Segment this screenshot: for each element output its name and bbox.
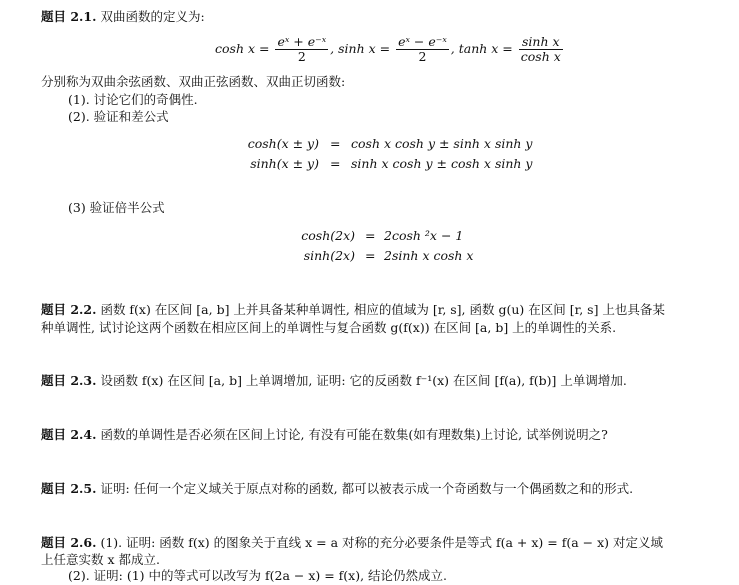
problem-label: 题目 2.5. [41,481,97,496]
problem-text: 函数的单调性是否必须在区间上讨论, 有没有可能在数集(如有理数集)上讨论, 试举例说明之? [100,427,608,442]
problem-2-6-line-1 [41,534,663,552]
problem-2-6-line-2: 上任意实数 x 都成立. [41,552,160,567]
problem-label: 题目 2.2. [41,302,97,317]
item-3-text: (3) 验证倍半公式 [68,200,165,215]
formula-lhs: cosh(x ± y) [247,136,319,151]
problem-label: 题目 2.6. [41,535,97,550]
problem-2-6-line-3: (2). 证明: (1) 中的等式可以改写为 f(2a − x) = f(x), 结论仍然成立. [68,568,448,583]
problem-2-3 [41,372,627,390]
problem-text: 函数 f(x) 在区间 [a, b] 上并具备某种单调性, 相应的值域为 [r, s], 函数 g(u) 在区间 [r, s] 上也具备某 [100,302,665,317]
sinh-def-denominator: 2 [418,49,427,64]
problem-2-5 [41,480,633,498]
problem-2-1-heading [41,8,205,26]
problem-label: 题目 2.3. [41,373,97,388]
formula-equals: = [365,248,376,263]
problem-2-2-line-1 [41,301,665,319]
problem-label: 题目 2.4. [41,427,97,442]
sinh-def-numerator: eˣ − e⁻ˣ [398,34,447,49]
tanh-def-numerator: sinh x [519,35,563,50]
problem-text: 设函数 f(x) 在区间 [a, b] 上单调增加, 证明: 它的反函数 f⁻¹(x) 在区间 [f(a), f(b)] 上单调增加. [100,373,627,388]
hyperbolic-definitions [215,32,565,66]
item-2-text: (2). 验证和差公式 [68,109,169,124]
problem-2-4 [41,426,608,444]
formula-equals: = [330,136,341,151]
tanh-def-fraction [519,35,563,64]
formula-rhs: 2cosh ²x − 1 [384,228,464,243]
formula-equals: = [330,156,341,171]
formula-lhs: cosh(2x) [301,228,355,243]
cosh-def-fraction [275,35,328,64]
cosh-def-lhs: cosh x = [215,41,270,56]
problem-2-2-line-2: 种单调性, 试讨论这两个函数在相应区间上的单调性与复合函数 g(f(x)) 在区间 [a, b] 上的单调性的关系. [41,320,617,335]
cosh-def-denominator: 2 [297,49,306,64]
tanh-def-denominator: cosh x [520,49,561,64]
problem-label: 题目 2.1. [41,9,97,24]
formula-rhs: sinh x cosh y ± cosh x sinh y [351,156,533,171]
formula-rhs: cosh x cosh y ± sinh x sinh y [351,136,533,151]
sinh-def-fraction [396,35,449,64]
sinh-def-lhs: , sinh x = [330,41,391,56]
cosh-def-numerator: eˣ + e⁻ˣ [277,34,327,49]
formula-lhs: sinh(2x) [303,248,355,263]
formula-equals: = [365,228,376,243]
tanh-def-lhs: , tanh x = [450,41,513,56]
formula-lhs: sinh(x ± y) [250,156,319,171]
problem-text: (1). 证明: 函数 f(x) 的图象关于直线 x = a 对称的充分必要条件是等式 f(a + x) = f(a − x) 对定义域 [100,535,663,550]
problem-text: 证明: 任何一个定义域关于原点对称的函数, 都可以被表示成一个奇函数与一个偶函数之和的形式. [100,481,634,496]
problem-intro: 双曲函数的定义为: [100,9,205,24]
function-names-text: 分别称为双曲余弦函数、双曲正弦函数、双曲正切函数: [41,74,346,89]
item-1-text: (1). 讨论它们的奇偶性. [68,92,198,107]
formula-rhs: 2sinh x cosh x [384,248,474,263]
